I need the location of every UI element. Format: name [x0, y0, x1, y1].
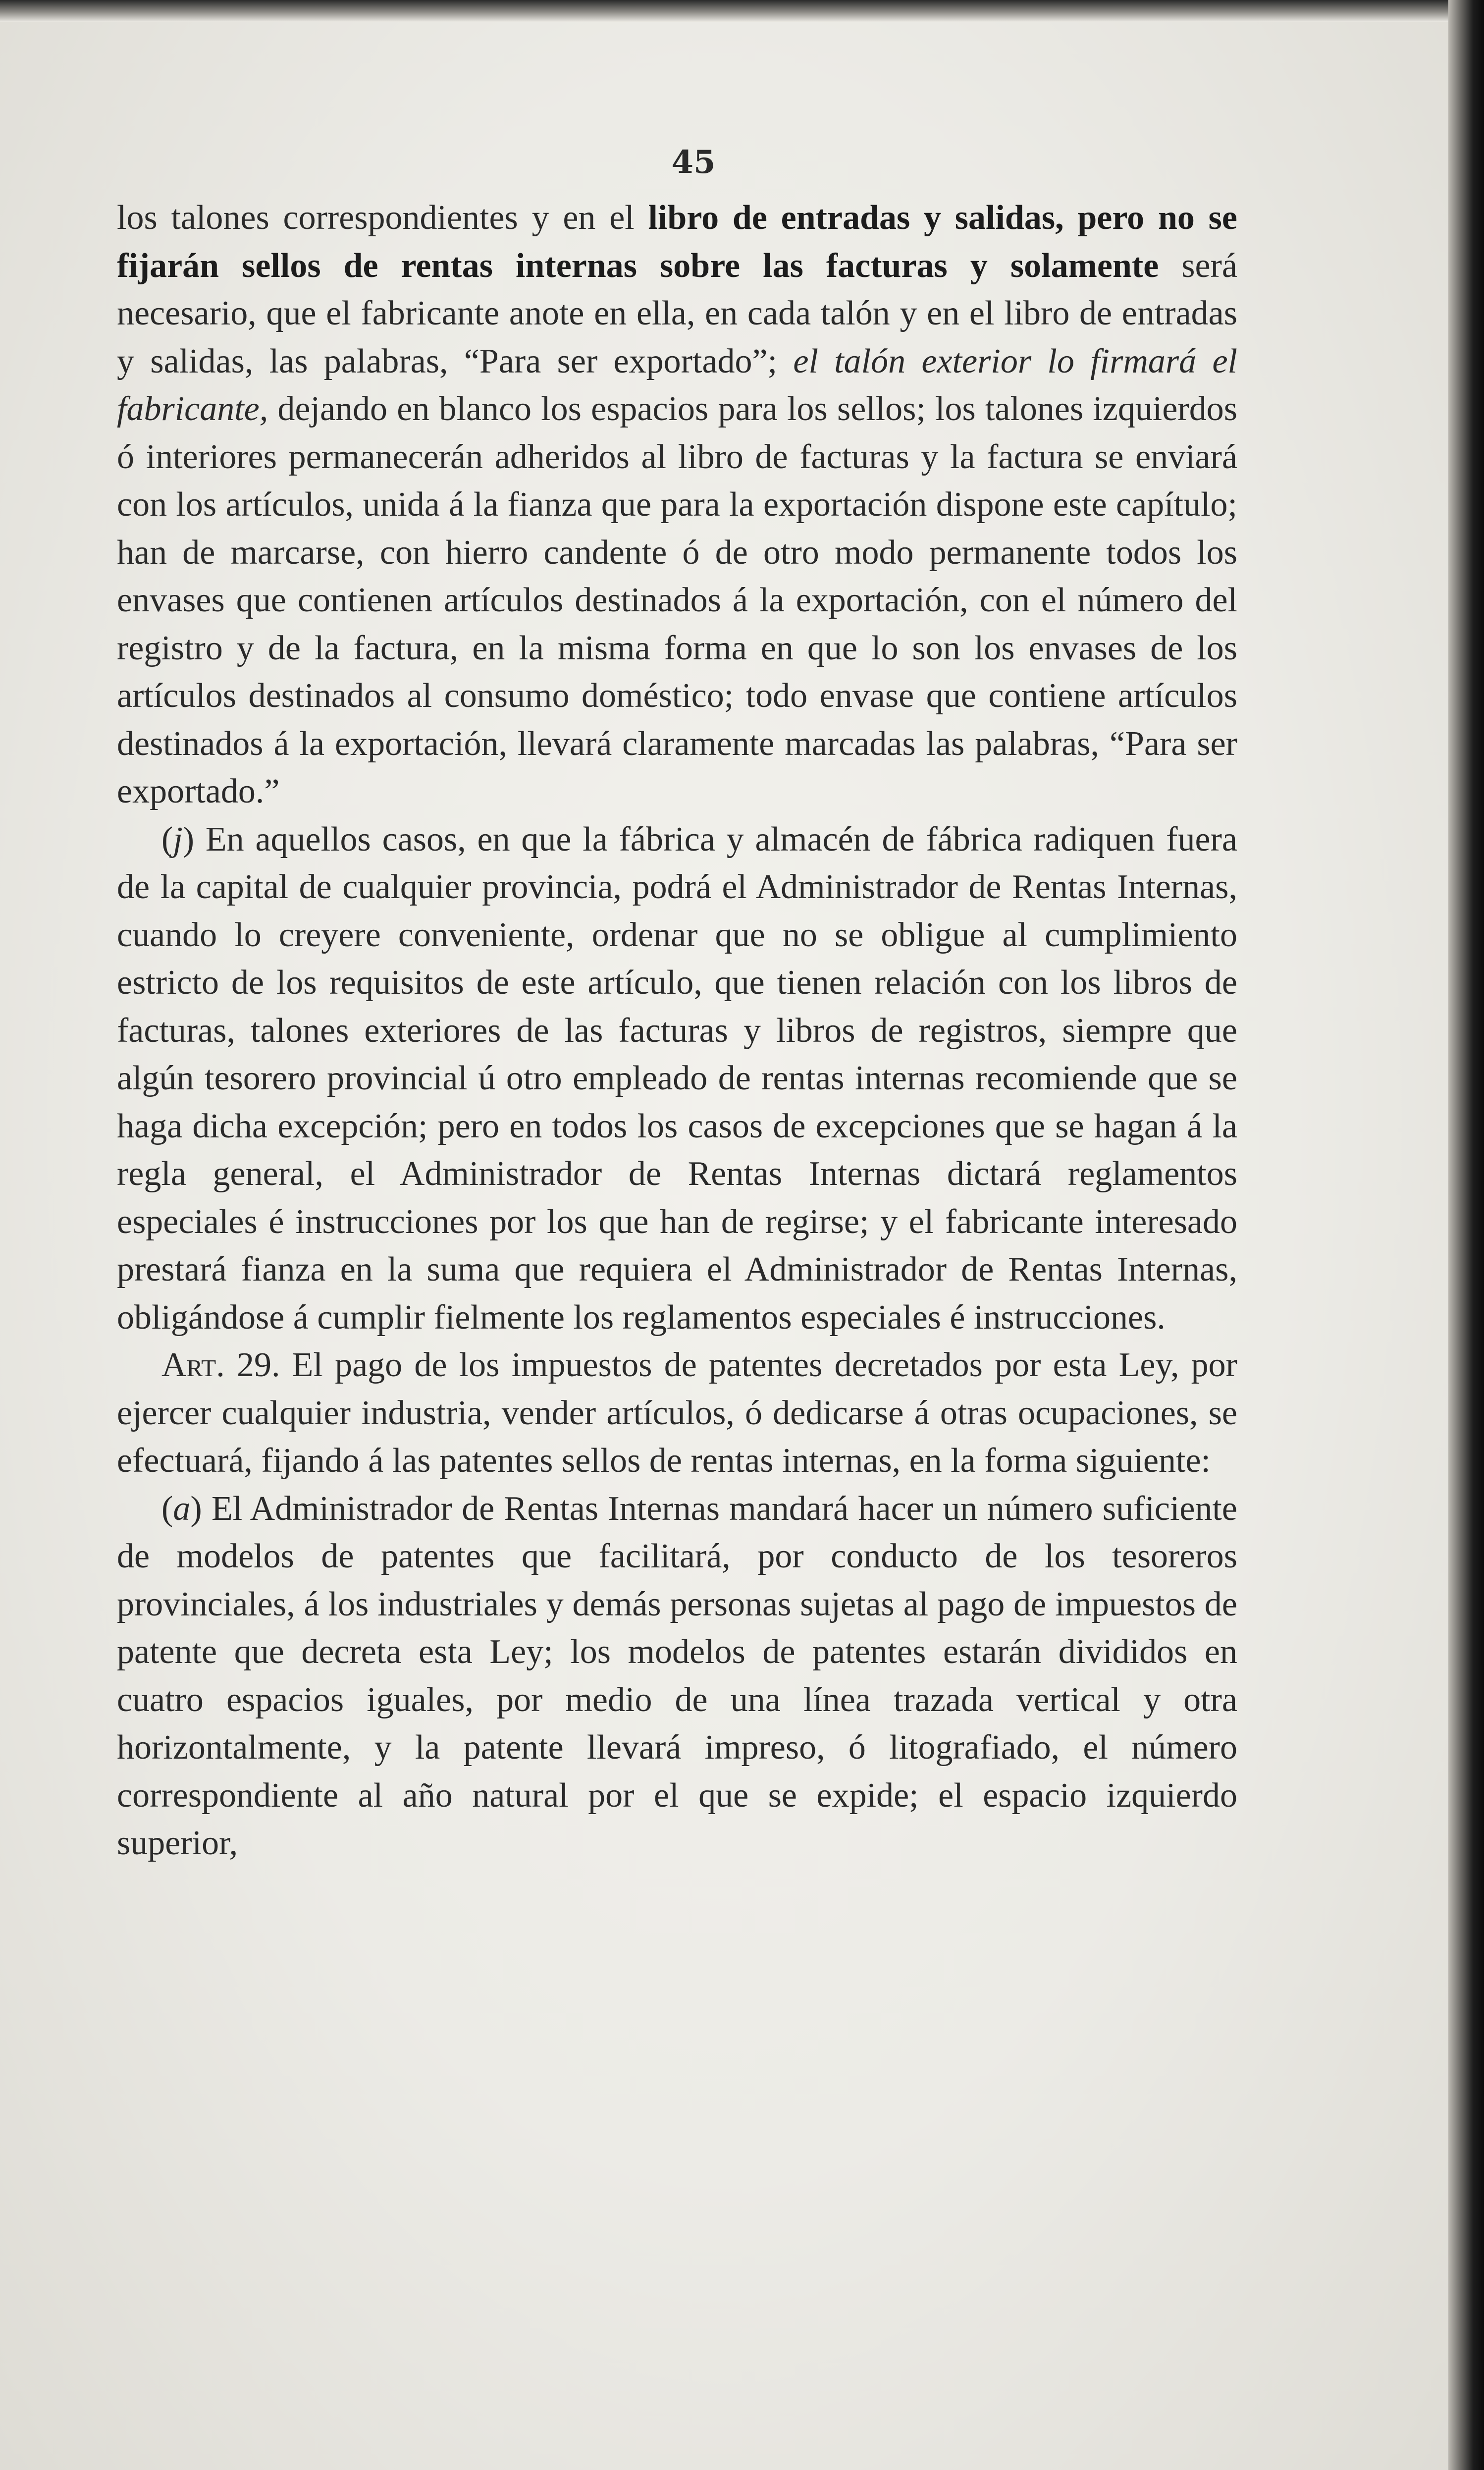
paragraph-talones — [117, 194, 1237, 816]
text-run: ( — [161, 820, 173, 859]
paragraph-j — [117, 816, 1237, 1342]
paragraph-a — [117, 1485, 1237, 1868]
text-run: ) En aquellos casos, en que la fábrica y almacén de fábrica radiquen fuera de la capital de cualquier provincia, podrá el Administrador de Rentas Internas, cuando lo creyere conveniente, ordenar que no se obligue al cumplimiento estricto de los requisitos de este artículo, que tienen relación con los libros de facturas, talones exteriores de las facturas y libros de registros, siempre que algún tesorero provincial ú otro empleado de rentas internas recomiende que se haga dicha excepción; pero en todos los casos de excepciones que se hagan á la regla general, el Administrador de Rentas Internas dictará reglamentos especiales é instrucciones por los que han de regirse; y el fabricante interesado prestará fianza en la suma que requiera el Administrador de Rentas Internas, obligándose á cumplir fielmente los reglamentos especiales é instrucciones. — [117, 820, 1237, 1337]
scan-edge-top — [0, 0, 1484, 22]
text-run: a — [173, 1489, 191, 1528]
text-run: ( — [161, 1489, 173, 1528]
text-run: los talones correspondientes y en el — [117, 199, 648, 237]
text-run: será necesario, que el fabricante anote en ella, en cada talón y en el libro de entradas y salidas, las palabras, “Para ser exportado”; — [117, 246, 1237, 380]
page-number: 45 — [671, 144, 716, 181]
text-run: dejando en blanco los espacios para los sellos; los talones izquierdos ó interiores permanecerán adheridos al libro de facturas y la factura se enviará con los artículos, unida á la fianza que para la exportación dispone este capítulo; han de marcarse, con hierro candente ó de otro modo permanente todos los envases que contienen artículos destinados á la exportación, con el número del registro y de la factura, en la misma forma en que lo son los envases de los artículos destinados al consumo doméstico; todo envase que contiene artículos destinados á la exportación, llevará claramente marcadas las palabras, “Para ser exportado.” — [117, 390, 1237, 810]
scan-edge-right — [1448, 0, 1484, 2470]
text-run: libro de entradas y salidas, pero no se fijarán sellos de rentas internas sobre las facturas y solamente — [117, 199, 1237, 285]
paragraph-art-29 — [117, 1342, 1237, 1485]
text-run: ) El Administrador de Rentas Internas mandará hacer un número suficiente de modelos de patentes que facilitará, por conducto de los tesoreros provinciales, á los industriales y demás personas sujetas al pago de impuestos de patente que decreta esta Ley; los modelos de patentes estarán divididos en cuatro espacios iguales, por medio de una línea trazada vertical y otra horizontalmente, y la patente llevará impreso, ó litografiado, el número correspondiente al año natural por el que se expide; el espacio izquierdo superior, — [117, 1489, 1237, 1862]
text-run: Art. 29. — [161, 1346, 280, 1384]
body-text — [117, 194, 1237, 1868]
text-run: El pago de los impuestos de patentes decretados por esta Ley, por ejercer cualquier industria, vender artículos, ó dedicarse á otras ocupaciones, se efectuará, fijando á las patentes sellos de rentas internas, en la forma siguiente: — [117, 1346, 1237, 1480]
text-run: j — [173, 820, 183, 859]
text-run: el talón exterior lo firmará el fabricante, — [117, 342, 1237, 428]
